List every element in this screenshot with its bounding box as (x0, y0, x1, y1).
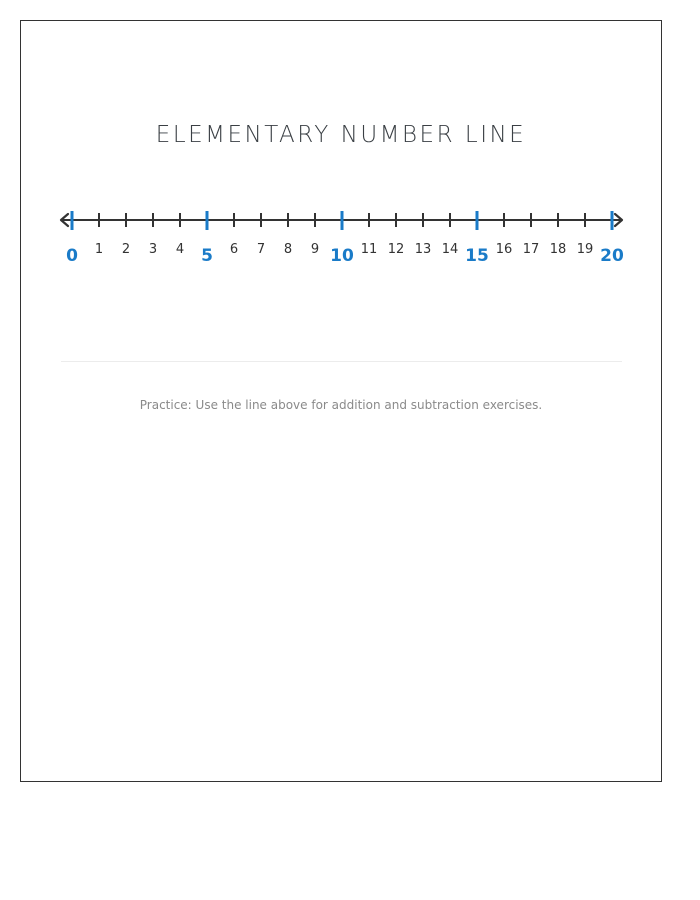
major-tick-label: 20 (600, 246, 624, 266)
minor-tick-label: 7 (256, 242, 266, 257)
page-title: ELEMENTARY NUMBER LINE (155, 122, 527, 148)
major-tick-label: 10 (330, 246, 354, 266)
minor-tick-label: 19 (576, 242, 594, 257)
minor-tick-label: 3 (148, 242, 158, 257)
minor-tick-label: 16 (495, 242, 513, 257)
minor-tick-label: 6 (229, 242, 239, 257)
minor-tick-label: 17 (522, 242, 540, 257)
label-group (66, 242, 624, 266)
worksheet-page (20, 20, 662, 782)
minor-tick-label: 11 (360, 242, 378, 257)
minor-tick-label: 4 (175, 242, 185, 257)
minor-tick-label: 2 (121, 242, 131, 257)
divider (61, 361, 622, 362)
tick-group (72, 211, 612, 230)
minor-tick-label: 9 (310, 242, 320, 257)
major-tick-label: 0 (66, 246, 78, 266)
practice-caption: Practice: Use the line above for addition and subtraction exercises. (139, 398, 543, 412)
minor-tick-label: 13 (414, 242, 432, 257)
major-tick-label: 5 (201, 246, 213, 266)
major-tick-label: 15 (465, 246, 489, 266)
minor-tick-label: 14 (441, 242, 459, 257)
minor-tick-label: 18 (549, 242, 567, 257)
minor-tick-label: 8 (283, 242, 293, 257)
minor-tick-label: 12 (387, 242, 405, 257)
minor-tick-label: 1 (94, 242, 104, 257)
number-line (21, 21, 661, 321)
